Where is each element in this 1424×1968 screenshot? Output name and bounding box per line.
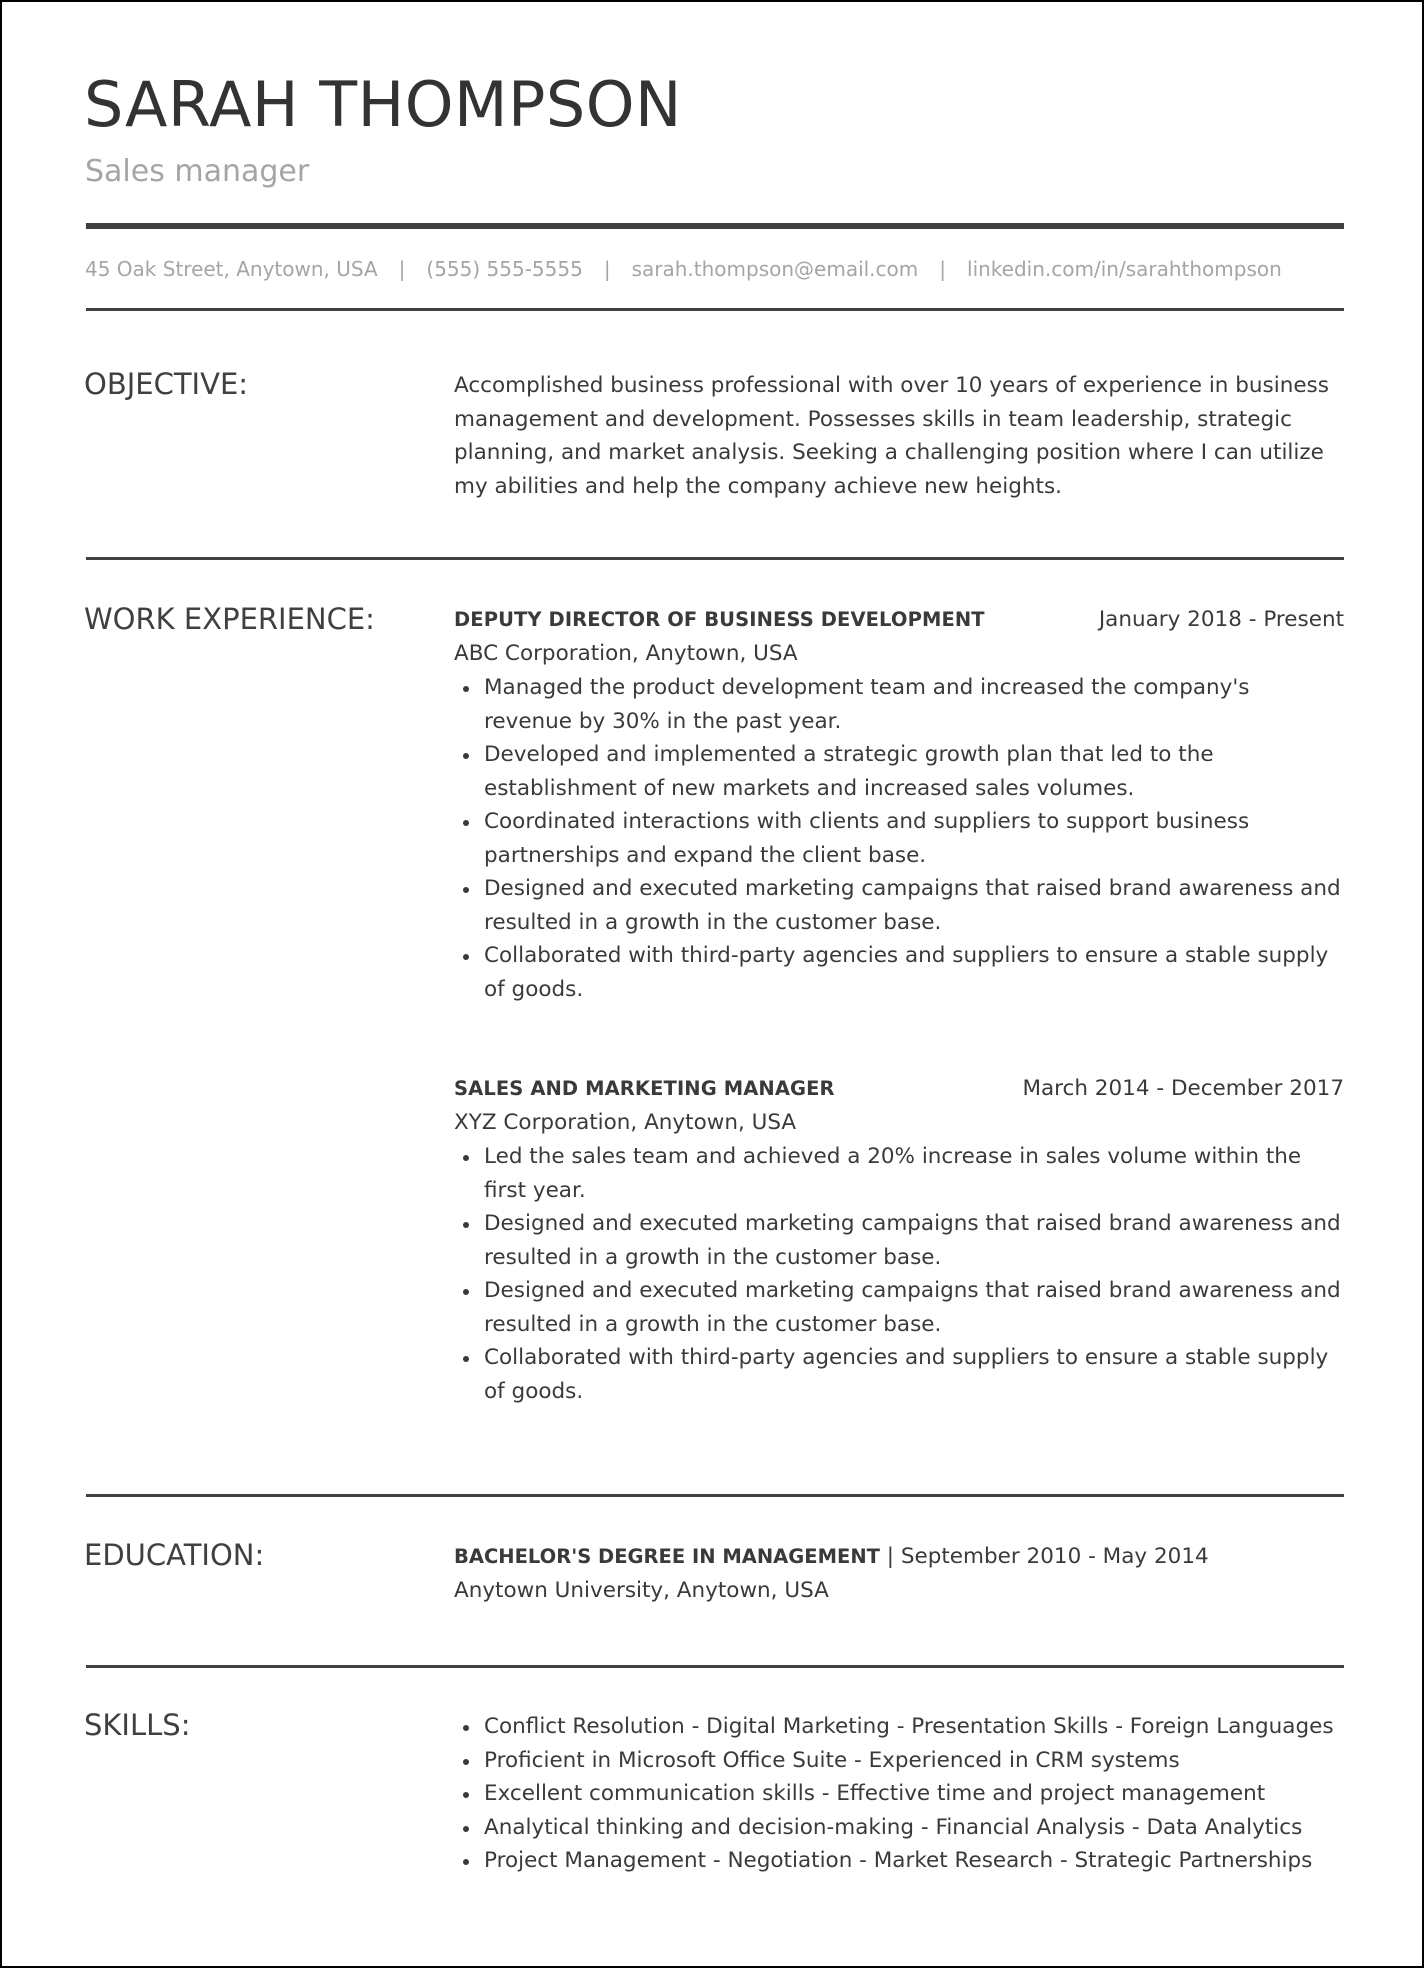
job-title: DEPUTY DIRECTOR OF BUSINESS DEVELOPMENT [454,608,985,631]
list-item: Led the sales team and achieved a 20% increase in sales volume within the first year. [454,1140,1344,1207]
section-divider [86,1494,1344,1497]
contact-separator: | [398,257,406,281]
candidate-name: SARAH THOMPSON [84,68,682,141]
contact-separator: | [939,257,947,281]
contact-phone: (555) 555-5555 [426,257,583,281]
list-item: Collaborated with third-party agencies and suppliers to ensure a stable supply of goods. [454,1341,1344,1408]
education-degree: BACHELOR'S DEGREE IN MANAGEMENT [454,1545,880,1568]
contact-linkedin: linkedin.com/in/sarahthompson [967,257,1282,281]
list-item: Conflict Resolution - Digital Marketing - Presentation Skills - Foreign Languages [454,1710,1344,1744]
contact-separator: | [603,257,611,281]
objective-section [454,369,1344,503]
education-section [454,1540,1344,1608]
list-item: Coordinated interactions with clients and suppliers to support business partnerships and expand the client base. [454,805,1344,872]
list-item: Developed and implemented a strategic growth plan that led to the establishment of new markets and increased sales volumes. [454,738,1344,805]
education-school: Anytown University, Anytown, USA [454,1578,829,1603]
contact-email: sarah.thompson@email.com [631,257,919,281]
list-item: Designed and executed marketing campaigns that raised brand awareness and resulted in a growth in the customer base. [454,1274,1344,1341]
skills-list [454,1710,1344,1878]
list-item: Analytical thinking and decision-making - Financial Analysis - Data Analytics [454,1811,1344,1845]
section-divider [86,1665,1344,1668]
job-dates: January 2018 - Present [1098,607,1344,632]
skills-heading: SKILLS: [84,1708,191,1742]
skills-section [454,1710,1344,1878]
section-divider [86,557,1344,560]
job-company: XYZ Corporation, Anytown, USA [454,1110,797,1135]
education-dates: September 2010 - May 2014 [900,1544,1209,1569]
job-header [454,1072,1344,1106]
header-divider [86,223,1344,229]
list-item: Excellent communication skills - Effective time and project management [454,1777,1344,1811]
contact-line [85,254,1345,284]
education-degree-line [454,1540,1344,1574]
education-separator: | [879,1544,901,1569]
education-heading: EDUCATION: [84,1538,265,1572]
job-company: ABC Corporation, Anytown, USA [454,641,798,666]
job-header [454,603,1344,637]
list-item: Designed and executed marketing campaigns that raised brand awareness and resulted in a growth in the customer base. [454,872,1344,939]
contact-address: 45 Oak Street, Anytown, USA [85,257,378,281]
list-item: Collaborated with third-party agencies and suppliers to ensure a stable supply of goods. [454,939,1344,1006]
job-entry [454,1072,1344,1408]
job-bullets [454,1140,1344,1408]
job-dates: March 2014 - December 2017 [1022,1076,1344,1101]
job-title: SALES AND MARKETING MANAGER [454,1077,835,1100]
list-item: Managed the product development team and increased the company's revenue by 30% in the past year. [454,671,1344,738]
list-item: Proficient in Microsoft Office Suite - Experienced in CRM systems [454,1744,1344,1778]
job-entry [454,603,1344,1006]
job-bullets [454,671,1344,1006]
objective-text: Accomplished business professional with over 10 years of experience in business management and development. Possesses skills in team leadership, strategic planning, and market analysis. Seeking a challenging position where I can utilize my abilities and help the company achieve new heights. [454,373,1329,499]
candidate-title: Sales manager [85,154,310,189]
list-item: Project Management - Negotiation - Market Research - Strategic Partnerships [454,1844,1344,1878]
section-divider [86,308,1344,311]
work-experience-heading: WORK EXPERIENCE: [84,602,375,636]
objective-heading: OBJECTIVE: [84,367,249,401]
list-item: Designed and executed marketing campaigns that raised brand awareness and resulted in a growth in the customer base. [454,1207,1344,1274]
